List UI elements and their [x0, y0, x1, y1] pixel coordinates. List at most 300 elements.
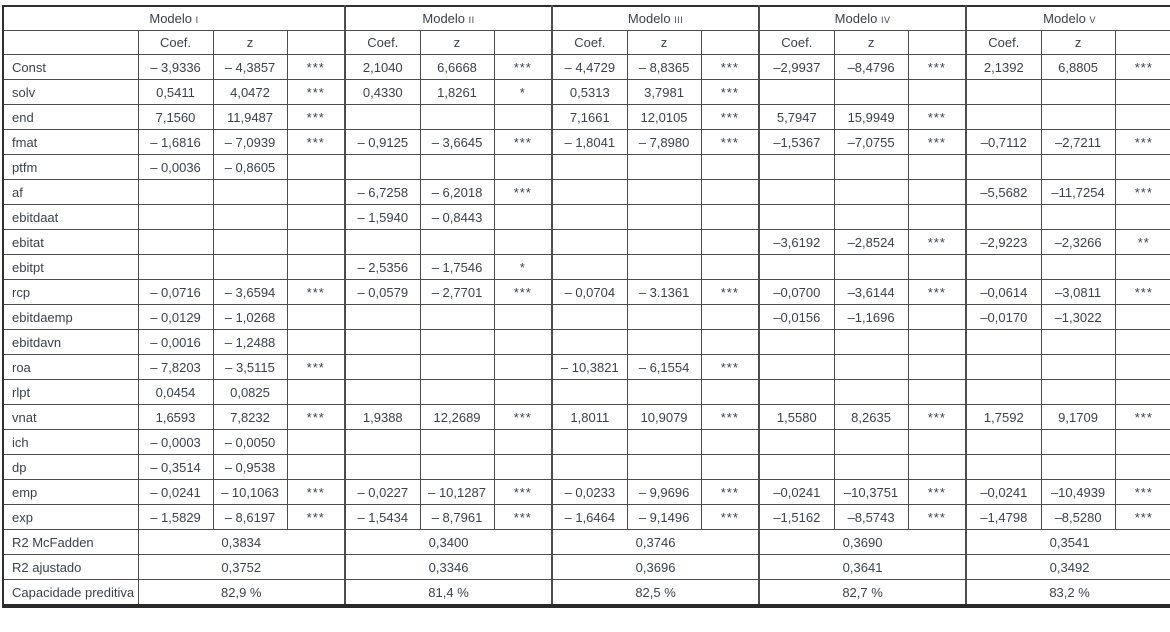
summary-value: 0,3492 — [966, 555, 1170, 580]
model-name: Modelo — [834, 11, 878, 26]
model-header-row — [3, 6, 1170, 31]
coef-cell: – 4,4729 — [552, 55, 627, 80]
model-header — [3, 6, 345, 31]
table-row — [3, 505, 1170, 530]
sig-cell — [701, 455, 759, 480]
summary-value: 0,3690 — [759, 530, 966, 555]
summary-value: 81,4 % — [345, 580, 552, 607]
sig-cell — [701, 380, 759, 405]
sig-cell: *** — [287, 280, 345, 305]
sig-cell: *** — [287, 355, 345, 380]
z-cell: 1,8261 — [420, 80, 494, 105]
sig-cell — [287, 430, 345, 455]
z-cell — [627, 155, 701, 180]
coef-cell — [966, 155, 1041, 180]
z-cell: – 8,7961 — [420, 505, 494, 530]
z-cell: – 1,0268 — [213, 305, 287, 330]
table-row — [3, 130, 1170, 155]
coef-cell: 0,0454 — [138, 380, 213, 405]
z-cell — [213, 180, 287, 205]
z-cell: – 9,9696 — [627, 480, 701, 505]
coef-cell — [966, 430, 1041, 455]
coef-cell: 0,5411 — [138, 80, 213, 105]
z-cell — [834, 80, 908, 105]
sig-cell: *** — [1115, 55, 1170, 80]
sig-cell: *** — [494, 505, 552, 530]
coef-cell: –3,6192 — [759, 230, 834, 255]
row-label: dp — [3, 455, 138, 480]
sig-cell — [908, 80, 966, 105]
z-cell: 0,0825 — [213, 380, 287, 405]
z-cell — [834, 380, 908, 405]
coef-cell — [759, 255, 834, 280]
sig-cell — [908, 155, 966, 180]
coef-cell: – 6,7258 — [345, 180, 420, 205]
z-cell: 4,0472 — [213, 80, 287, 105]
z-cell: 3,7981 — [627, 80, 701, 105]
sig-cell: *** — [701, 280, 759, 305]
z-cell — [213, 230, 287, 255]
coef-cell — [759, 380, 834, 405]
z-cell — [1041, 355, 1115, 380]
model-header — [345, 6, 552, 31]
sig-cell: *** — [287, 480, 345, 505]
z-cell: 12,0105 — [627, 105, 701, 130]
sig-cell: *** — [908, 480, 966, 505]
coef-cell — [345, 155, 420, 180]
z-cell: – 3,6594 — [213, 280, 287, 305]
z-cell — [834, 455, 908, 480]
sig-cell — [701, 430, 759, 455]
sig-cell — [287, 305, 345, 330]
sig-cell — [1115, 205, 1170, 230]
sig-cell — [287, 180, 345, 205]
z-cell: 12,2689 — [420, 405, 494, 430]
sig-cell: *** — [287, 505, 345, 530]
summary-label: R2 ajustado — [3, 555, 138, 580]
sig-cell: * — [494, 255, 552, 280]
row-label: ich — [3, 430, 138, 455]
subheader-row — [3, 31, 1170, 55]
coef-cell — [552, 155, 627, 180]
sig-cell — [1115, 80, 1170, 105]
row-label: exp — [3, 505, 138, 530]
coef-cell — [966, 455, 1041, 480]
z-cell: –1,3022 — [1041, 305, 1115, 330]
coef-cell: – 0,9125 — [345, 130, 420, 155]
z-cell: 15,9949 — [834, 105, 908, 130]
table-row — [3, 330, 1170, 355]
z-cell — [1041, 330, 1115, 355]
coef-cell: 1,6593 — [138, 405, 213, 430]
row-label: ebitdaat — [3, 205, 138, 230]
sig-cell — [287, 155, 345, 180]
z-cell: –11,7254 — [1041, 180, 1115, 205]
coef-cell: –2,9937 — [759, 55, 834, 80]
sig-cell — [494, 380, 552, 405]
z-cell — [420, 355, 494, 380]
row-label: af — [3, 180, 138, 205]
coef-cell — [552, 230, 627, 255]
coef-cell — [966, 255, 1041, 280]
sig-cell: *** — [701, 55, 759, 80]
sig-cell — [494, 455, 552, 480]
sig-cell: *** — [908, 405, 966, 430]
coef-cell — [138, 230, 213, 255]
coef-cell: – 1,5940 — [345, 205, 420, 230]
z-cell — [627, 305, 701, 330]
z-cell — [834, 255, 908, 280]
sig-cell: *** — [494, 280, 552, 305]
z-cell — [420, 455, 494, 480]
coef-cell: –0,0614 — [966, 280, 1041, 305]
sig-cell — [908, 355, 966, 380]
sig-cell — [701, 255, 759, 280]
summary-value: 0,3746 — [552, 530, 759, 555]
row-label: ebitdaemp — [3, 305, 138, 330]
sig-header — [701, 31, 759, 55]
z-cell: – 0,8605 — [213, 155, 287, 180]
sig-cell — [701, 305, 759, 330]
sig-cell — [1115, 355, 1170, 380]
z-cell — [627, 455, 701, 480]
coef-cell — [345, 380, 420, 405]
sig-cell: *** — [494, 480, 552, 505]
z-cell: –2,7211 — [1041, 130, 1115, 155]
table-row — [3, 355, 1170, 380]
sig-cell — [494, 355, 552, 380]
z-header: z — [420, 31, 494, 55]
coef-cell: – 0,0036 — [138, 155, 213, 180]
sig-cell — [494, 230, 552, 255]
table-row — [3, 180, 1170, 205]
z-cell — [1041, 155, 1115, 180]
table-row — [3, 280, 1170, 305]
coef-cell — [759, 355, 834, 380]
coef-cell: –1,5367 — [759, 130, 834, 155]
coef-header: Coef. — [552, 31, 627, 55]
sig-cell — [287, 380, 345, 405]
coef-cell — [966, 330, 1041, 355]
z-cell — [834, 205, 908, 230]
z-cell: –8,5743 — [834, 505, 908, 530]
table-row — [3, 305, 1170, 330]
z-header: z — [627, 31, 701, 55]
summary-value: 82,7 % — [759, 580, 966, 607]
z-cell — [834, 155, 908, 180]
row-label: fmat — [3, 130, 138, 155]
sig-cell: *** — [287, 105, 345, 130]
z-cell — [1041, 380, 1115, 405]
z-cell — [213, 205, 287, 230]
summary-value: 0,3400 — [345, 530, 552, 555]
z-cell — [627, 205, 701, 230]
corner-cell — [3, 31, 138, 55]
z-cell — [213, 255, 287, 280]
z-cell: – 0,8443 — [420, 205, 494, 230]
z-cell — [420, 380, 494, 405]
sig-cell: * — [494, 80, 552, 105]
sig-cell: *** — [1115, 180, 1170, 205]
sig-cell: *** — [494, 405, 552, 430]
coef-cell — [345, 230, 420, 255]
sig-cell — [701, 155, 759, 180]
z-header: z — [834, 31, 908, 55]
coef-cell — [345, 455, 420, 480]
summary-row — [3, 580, 1170, 607]
summary-row — [3, 530, 1170, 555]
coef-cell: –0,0241 — [966, 480, 1041, 505]
sig-cell: *** — [908, 230, 966, 255]
z-cell — [420, 330, 494, 355]
z-cell: –2,3266 — [1041, 230, 1115, 255]
table-row — [3, 55, 1170, 80]
coef-cell — [345, 355, 420, 380]
table-row — [3, 380, 1170, 405]
sig-cell — [494, 305, 552, 330]
row-label: vnat — [3, 405, 138, 430]
z-cell: – 7,8980 — [627, 130, 701, 155]
sig-cell — [908, 180, 966, 205]
coef-cell — [345, 430, 420, 455]
coef-cell: 0,4330 — [345, 80, 420, 105]
coef-cell: 7,1560 — [138, 105, 213, 130]
z-cell — [834, 355, 908, 380]
coef-header: Coef. — [759, 31, 834, 55]
summary-label: Capacidade preditiva — [3, 580, 138, 607]
sig-cell — [1115, 255, 1170, 280]
coef-header: Coef. — [966, 31, 1041, 55]
z-cell: –10,4939 — [1041, 480, 1115, 505]
coef-cell: – 0,0716 — [138, 280, 213, 305]
coef-cell: – 1,6464 — [552, 505, 627, 530]
sig-cell: *** — [701, 130, 759, 155]
sig-cell: *** — [494, 130, 552, 155]
sig-header — [908, 31, 966, 55]
coef-cell: –1,5162 — [759, 505, 834, 530]
sig-cell — [287, 255, 345, 280]
z-header: z — [1041, 31, 1115, 55]
z-cell — [627, 380, 701, 405]
model-name: Modelo — [1043, 11, 1086, 26]
coef-cell: – 1,5434 — [345, 505, 420, 530]
coef-cell: 1,9388 — [345, 405, 420, 430]
summary-value: 0,3541 — [966, 530, 1170, 555]
z-cell: 6,8805 — [1041, 55, 1115, 80]
sig-cell — [908, 330, 966, 355]
coef-cell — [138, 180, 213, 205]
row-label: end — [3, 105, 138, 130]
z-cell: –3,0811 — [1041, 280, 1115, 305]
sig-cell — [908, 380, 966, 405]
z-cell — [834, 430, 908, 455]
coef-cell: –1,4798 — [966, 505, 1041, 530]
z-cell — [1041, 205, 1115, 230]
z-cell: – 6,2018 — [420, 180, 494, 205]
sig-cell — [287, 230, 345, 255]
coef-cell: –0,0156 — [759, 305, 834, 330]
table-row — [3, 405, 1170, 430]
z-cell — [627, 180, 701, 205]
sig-header — [1115, 31, 1170, 55]
row-label: rlpt — [3, 380, 138, 405]
coef-cell — [138, 255, 213, 280]
z-cell — [1041, 455, 1115, 480]
model-name: Modelo — [149, 11, 193, 26]
coef-cell — [552, 205, 627, 230]
table-row — [3, 480, 1170, 505]
z-cell: – 6,1554 — [627, 355, 701, 380]
z-cell: 6,6668 — [420, 55, 494, 80]
coef-cell: 1,5580 — [759, 405, 834, 430]
model-numeral: i — [195, 11, 199, 26]
coef-cell: – 0,0241 — [138, 480, 213, 505]
coef-cell — [138, 205, 213, 230]
coef-cell: – 1,6816 — [138, 130, 213, 155]
coef-cell — [966, 380, 1041, 405]
coef-cell: – 0,0704 — [552, 280, 627, 305]
coef-cell — [759, 180, 834, 205]
z-cell: – 7,0939 — [213, 130, 287, 155]
sig-cell: *** — [1115, 130, 1170, 155]
coef-cell: 0,5313 — [552, 80, 627, 105]
sig-cell — [287, 330, 345, 355]
sig-cell: *** — [287, 80, 345, 105]
summary-label: R2 McFadden — [3, 530, 138, 555]
z-cell: 11,9487 — [213, 105, 287, 130]
z-cell: – 9,1496 — [627, 505, 701, 530]
z-cell — [627, 230, 701, 255]
coef-cell — [966, 80, 1041, 105]
coef-cell: – 2,5356 — [345, 255, 420, 280]
z-cell: – 1,7546 — [420, 255, 494, 280]
coef-cell — [759, 330, 834, 355]
coef-cell: –0,0241 — [759, 480, 834, 505]
sig-cell — [701, 230, 759, 255]
coef-cell — [966, 205, 1041, 230]
sig-cell: *** — [701, 355, 759, 380]
summary-row — [3, 555, 1170, 580]
model-header — [966, 6, 1170, 31]
model-header — [552, 6, 759, 31]
sig-cell — [1115, 430, 1170, 455]
coef-cell: –2,9223 — [966, 230, 1041, 255]
summary-value: 82,5 % — [552, 580, 759, 607]
coef-cell: – 0,0016 — [138, 330, 213, 355]
z-cell — [627, 255, 701, 280]
z-cell: – 4,3857 — [213, 55, 287, 80]
coef-cell: – 7,8203 — [138, 355, 213, 380]
z-cell — [1041, 255, 1115, 280]
sig-header — [287, 31, 345, 55]
sig-cell — [494, 330, 552, 355]
sig-cell — [1115, 330, 1170, 355]
sig-cell — [908, 455, 966, 480]
table-row — [3, 455, 1170, 480]
coef-cell — [759, 205, 834, 230]
coef-cell: 5,7947 — [759, 105, 834, 130]
z-cell — [834, 330, 908, 355]
table-row — [3, 430, 1170, 455]
sig-cell — [908, 430, 966, 455]
coef-cell: – 0,0227 — [345, 480, 420, 505]
sig-cell: *** — [287, 405, 345, 430]
z-cell: – 3,6645 — [420, 130, 494, 155]
z-cell: – 8,8365 — [627, 55, 701, 80]
coef-cell: 2,1040 — [345, 55, 420, 80]
sig-cell: *** — [908, 130, 966, 155]
coef-cell: – 0,3514 — [138, 455, 213, 480]
model-name: Modelo — [422, 11, 466, 26]
z-cell — [1041, 430, 1115, 455]
z-cell — [834, 180, 908, 205]
coef-cell: – 1,5829 — [138, 505, 213, 530]
coef-cell: –0,0170 — [966, 305, 1041, 330]
z-cell — [1041, 105, 1115, 130]
coef-cell — [966, 105, 1041, 130]
summary-value: 0,3696 — [552, 555, 759, 580]
coef-header: Coef. — [345, 31, 420, 55]
sig-cell: *** — [908, 55, 966, 80]
sig-cell — [1115, 105, 1170, 130]
z-cell — [420, 305, 494, 330]
coef-cell: – 0,0579 — [345, 280, 420, 305]
z-cell — [420, 230, 494, 255]
z-cell — [420, 155, 494, 180]
sig-cell: *** — [701, 80, 759, 105]
z-cell: 8,2635 — [834, 405, 908, 430]
coef-cell — [552, 305, 627, 330]
regression-results-table — [2, 5, 1170, 608]
z-cell — [1041, 80, 1115, 105]
sig-cell: *** — [701, 505, 759, 530]
model-numeral: iii — [674, 11, 684, 26]
z-cell — [627, 430, 701, 455]
coef-cell: 1,7592 — [966, 405, 1041, 430]
model-header — [759, 6, 966, 31]
model-numeral: ii — [468, 11, 475, 26]
coef-cell — [345, 105, 420, 130]
sig-cell — [494, 155, 552, 180]
summary-value: 0,3752 — [138, 555, 345, 580]
z-cell: – 3,5115 — [213, 355, 287, 380]
coef-cell — [552, 330, 627, 355]
z-cell: – 10,1287 — [420, 480, 494, 505]
sig-cell — [287, 205, 345, 230]
sig-cell — [701, 180, 759, 205]
coef-cell: –5,5682 — [966, 180, 1041, 205]
coef-cell: – 10,3821 — [552, 355, 627, 380]
z-cell: – 10,1063 — [213, 480, 287, 505]
coef-cell: –0,7112 — [966, 130, 1041, 155]
summary-value: 82,9 % — [138, 580, 345, 607]
summary-value: 0,3346 — [345, 555, 552, 580]
coef-cell: 1,8011 — [552, 405, 627, 430]
coef-cell: 7,1661 — [552, 105, 627, 130]
table-body — [3, 55, 1170, 607]
sig-cell: *** — [494, 180, 552, 205]
sig-cell — [908, 255, 966, 280]
model-numeral: v — [1089, 11, 1096, 26]
coef-cell — [759, 430, 834, 455]
z-cell: 7,8232 — [213, 405, 287, 430]
sig-cell: *** — [1115, 405, 1170, 430]
z-header: z — [213, 31, 287, 55]
coef-cell — [552, 255, 627, 280]
z-cell — [420, 105, 494, 130]
coef-cell — [552, 455, 627, 480]
sig-cell: *** — [701, 480, 759, 505]
